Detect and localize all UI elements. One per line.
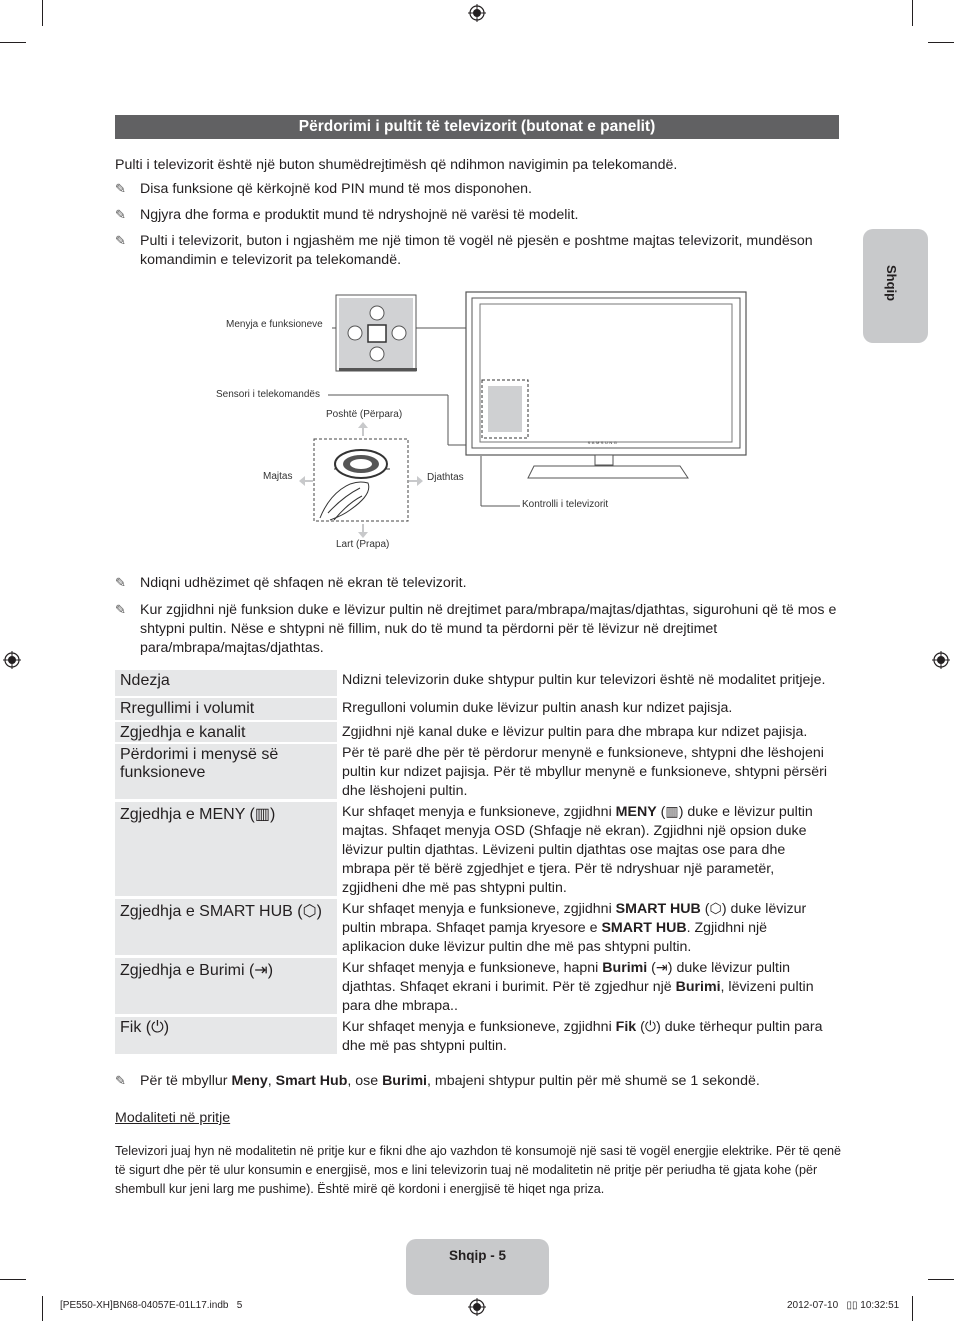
table-row-label: Zgjedhja e MENY (▥) [115, 802, 337, 896]
print-date: 2012-07-10 ▯▯ 10:32:51 [787, 1300, 900, 1311]
note-hold-button: Për të mbyllur Meny, Smart Hub, ose Burimi, mbajeni shtypur pultin për më shumë se 1 sekondë. [140, 1073, 760, 1089]
table-row-desc: Kur shfaqet menyja e funksioneve, zgjidhni SMART HUB (⬡) duke lëvizur pultin mbrapa. Shfaqet pamja kryesore e SMART HUB. Zgjidhni një aplikacion duke lëvizur pultin dhe më pas shtypni pultin. [342, 901, 807, 955]
table-row-desc: Ndizni televizorin duke shtypur pultin kur televizori është në modalitet pritjeje. [342, 672, 826, 688]
note-follow-instructions: Ndiqni udhëzimet që shfaqen në ekran të televizorit. [140, 575, 467, 591]
table-row-label: Përdorimi i menysë së funksioneve [115, 744, 337, 799]
menu-icon: ▥ [665, 804, 679, 820]
crop-mark [42, 0, 43, 26]
controller-label: Kontrolli i televizorit [522, 499, 609, 510]
page-number-tab [406, 1239, 549, 1295]
smart-hub-icon: ⬡ [302, 903, 317, 920]
side-tab-label: Shqip [884, 265, 899, 302]
note-icon: ✎ [115, 1073, 126, 1088]
section-title: Përdorimi i pultit të televizorit (butonat e panelit) [115, 115, 839, 139]
table-row-label: Rregullimi i volumit [115, 698, 337, 720]
crop-mark [912, 0, 913, 26]
menu-label: Menyja e funksioneve [226, 319, 323, 330]
standby-heading: Modaliteti në pritje [115, 1110, 231, 1126]
intro-text: Pulti i televizorit është një buton shumëdrejtimësh që ndihmon navigimin pa telekomandë. [115, 157, 678, 173]
left-label: Majtas [263, 471, 293, 482]
table-row-label: Zgjedhja e kanalit [115, 722, 337, 742]
up-label: Lart (Prapa) [336, 539, 390, 550]
power-icon: ⏻ [644, 1019, 657, 1035]
crop-mark [928, 1279, 954, 1280]
language-side-tab [863, 229, 928, 343]
down-label: Poshtë (Përpara) [326, 409, 403, 420]
source-icon: ⇥ [655, 960, 668, 976]
crop-mark [0, 42, 26, 43]
note-icon: ✎ [115, 575, 126, 590]
table-row-label: Zgjedhja e Burimi (⇥) [115, 958, 337, 1014]
registration-mark-icon [932, 651, 950, 669]
right-label: Djathtas [427, 472, 464, 483]
table-row-desc: Kur shfaqet menyja e funksioneve, zgjidhni Fik (⏻) duke tërhequr pultin para dhe më pas shtypni pultin. [342, 1019, 823, 1054]
crop-mark [928, 42, 954, 43]
table-row-desc: Kur shfaqet menyja e funksioneve, hapni Burimi (⇥) duke lëvizur pultin djathtas. Shfaqet ekrani i burimit. Për të zgjedhur një Burimi, lëvizeni pultin para dhe mbrapa.. [342, 960, 814, 1014]
table-row-label: Fik (⏻) [115, 1017, 337, 1054]
source-icon: ⇥ [254, 962, 268, 979]
crop-mark [912, 1296, 913, 1321]
file-name: [PE550-XH]BN68-04057E-01L17.indb 5 [60, 1300, 243, 1311]
page-number: Shqip - 5 [449, 1248, 506, 1263]
intro-note: Ngjyra dhe forma e produktit mund të ndryshojnë në varësi të modelit. [140, 207, 579, 223]
note-icon: ✎ [115, 181, 126, 196]
svg-text:SAMSUNG: SAMSUNG [587, 440, 619, 445]
table-row-desc: Për të parë dhe për të përdorur menynë e funksioneve, shtypni dhe lëshojeni pultin kur ndizet pajisja. Për të mbyllur menynë e funksioneve, shtypni përsëri dhe lëshojeni pultin. [342, 745, 827, 799]
intro-note: Disa funksione që kërkojnë kod PIN mund të mos disponohen. [140, 181, 532, 197]
note-icon: ✎ [115, 233, 126, 248]
registration-mark-icon [3, 651, 21, 669]
smart-hub-icon: ⬡ [709, 901, 722, 917]
note-icon: ✎ [115, 207, 126, 222]
table-row-label: Ndezja [115, 670, 337, 696]
standby-text: Televizori juaj hyn në modalitetin në pritje kur e fikni dhe ajo vazhdon të konsumojë një sasi të vogël energjie elektrike. Për të qenë të sigurt dhe për të ulur konsumin e energjisë, mos e lini televizorin tuaj në modalitetin në pritje për periudha të gjata kohe (për shembull kur jeni larg me pushime). Është mirë që kordoni i energjisë të hiqet nga priza. [115, 1144, 841, 1196]
power-icon: ⏻ [151, 1019, 164, 1036]
note-dont-press: Kur zgjidhni një funksion duke e lëvizur pultin në drejtimet para/mbrapa/majtas/djathtas, sigurohuni që të mos e shtypni pultin. Nëse e shtypni në fillim, nuk do të mund ta përdorni për të lëvizur në drejtimet para/mbrapa/majtas/djathtas. [140, 602, 837, 656]
menu-icon: ▥ [254, 806, 270, 823]
crop-mark [0, 1279, 26, 1280]
crop-mark [42, 1296, 43, 1321]
table-row-desc: Zgjidhni një kanal duke e lëvizur pultin para dhe mbrapa kur ndizet pajisja. [342, 724, 808, 740]
table-row-label: Zgjedhja e SMART HUB (⬡) [115, 899, 337, 955]
intro-note: Pulti i televizorit, buton i ngjashëm me një timon të vogël në pjesën e poshtme majtas televizorit, mundëson komandimin e televizorit pa telekomandë. [140, 233, 813, 268]
note-icon: ✎ [115, 602, 126, 617]
registration-mark-icon [468, 1298, 486, 1316]
sensor-label: Sensori i telekomandës [216, 389, 320, 400]
registration-mark-icon [468, 4, 486, 22]
table-row-desc: Kur shfaqet menyja e funksioneve, zgjidhni MENY (▥) duke e lëvizur pultin majtas. Shfaqet menyja OSD (Shfaqje në ekran). Zgjidhni një opsion duke lëvizur pultin djathtas. Lëvizeni pultin djathtas ose majtas ose para dhe mbrapa për të bërë zgjedhjet e tjera. Për të ndryshuar një parametër, zgjidheni dhe më pas shtypni pultin. [342, 804, 813, 896]
table-row-desc: Rregulloni volumin duke lëvizur pultin anash kur ndizet pajisja. [342, 700, 733, 716]
